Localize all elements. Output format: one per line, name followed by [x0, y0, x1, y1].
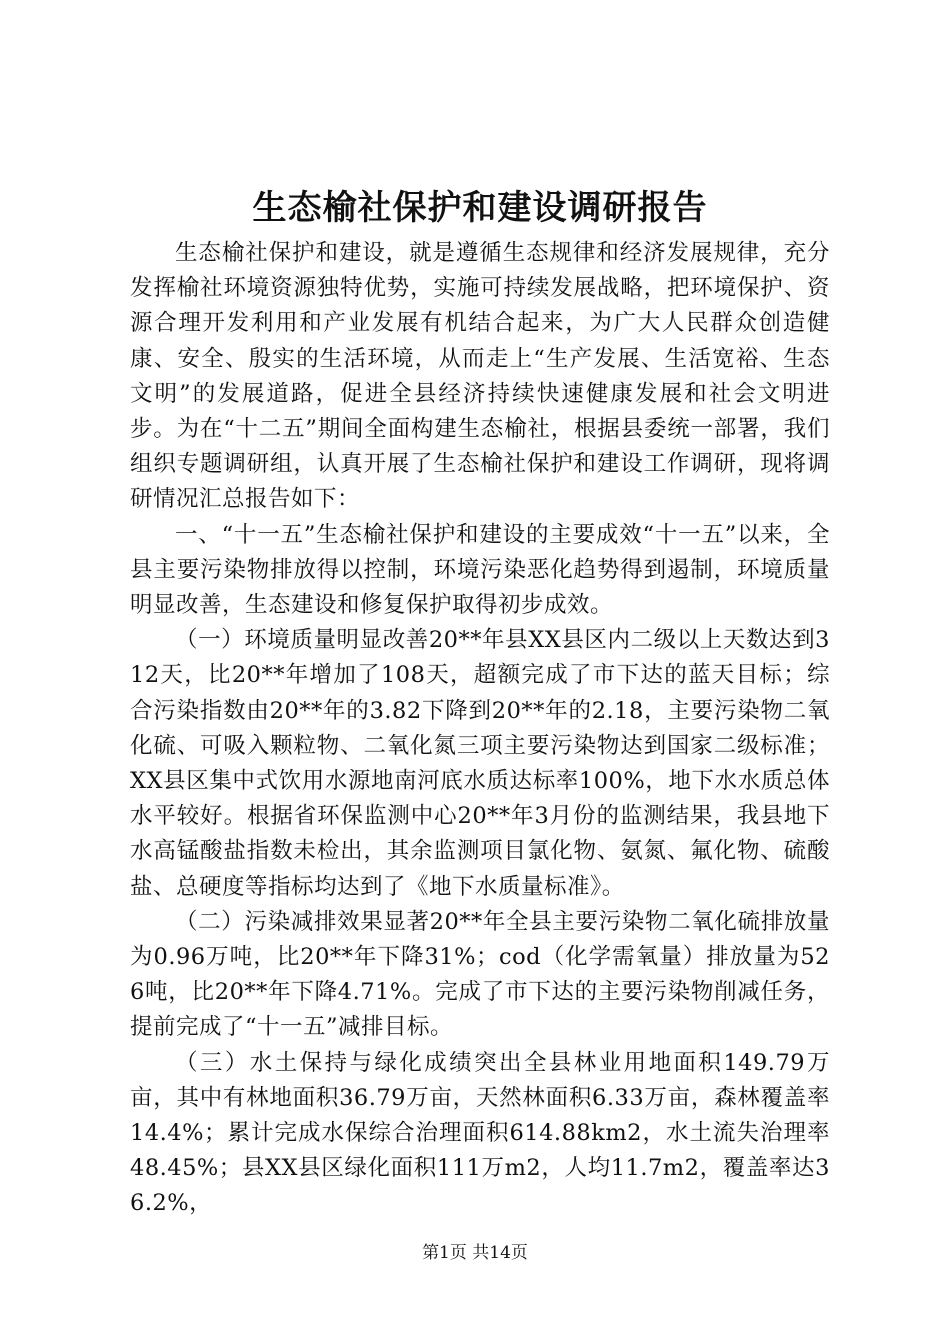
document-body — [130, 236, 830, 1222]
page-number-footer: 第1页 共14页 — [422, 1243, 528, 1263]
paragraph-section-1: 一、“十一五”生态榆社保护和建设的主要成效“十一五”以来，全县主要污染物排放得以控制，环境污染恶化趋势得到遏制，环境质量明显改善，生态建设和修复保护取得初步成效。 — [130, 521, 830, 619]
paragraph-environment-quality: （一）环境质量明显改善20**年县XX县区内二级以上天数达到312天，比20**年增加了108天，超额完成了市下达的蓝天目标；综合污染指数由20**年的3.82下降到20**年的2.18，主要污染物二氧化硫、可吸入颗粒物、二氧化氮三项主要污染物达到国家二级标准；XX县区集中式饮用水源地南河底水质达标率100%，地下水水质总体水平较好。根据省环保监测中心20**年3月份的监测结果，我县地下水高锰酸盐指数未检出，其余监测项目氯化物、氨氮、氟化物、硫酸盐、总硬度等指标均达到了《地下水质量标准》。 — [130, 627, 830, 900]
paragraph-intro: 生态榆社保护和建设，就是遵循生态规律和经济发展规律，充分发挥榆社环境资源独特优势，实施可持续发展战略，把环境保护、资源合理开发利用和产业发展有机结合起来，为广大人民群众创造健康、安全、殷实的生活环境，从而走上“生产发展、生活宽裕、生态文明”的发展道路，促进全县经济持续快速健康发展和社会文明进步。为在“十二五”期间全面构建生态榆社，根据县委统一部署，我们组织专题调研组，认真开展了生态榆社保护和建设工作调研，现将调研情况汇总报告如下： — [130, 240, 830, 513]
paragraph-emission-reduction: （二）污染减排效果显著20**年全县主要污染物二氧化硫排放量为0.96万吨，比20**年下降31%；cod（化学需氧量）排放量为526吨，比20**年下降4.71%。完成了市下达的主要污染物削减任务，提前完成了“十一五”减排目标。 — [130, 908, 830, 1041]
document-title: 生态榆社保护和建设调研报告 — [252, 188, 708, 228]
document-page — [130, 0, 830, 1344]
paragraph-soil-greening: （三）水土保持与绿化成绩突出全县林业用地面积149.79万亩，其中有林地面积36.79万亩，天然林面积6.33万亩，森林覆盖率14.4%；累计完成水保综合治理面积614.88km2，水土流失治理率48.45%；县XX县区绿化面积111万m2，人均11.7m2，覆盖率达36.2%， — [130, 1049, 830, 1217]
